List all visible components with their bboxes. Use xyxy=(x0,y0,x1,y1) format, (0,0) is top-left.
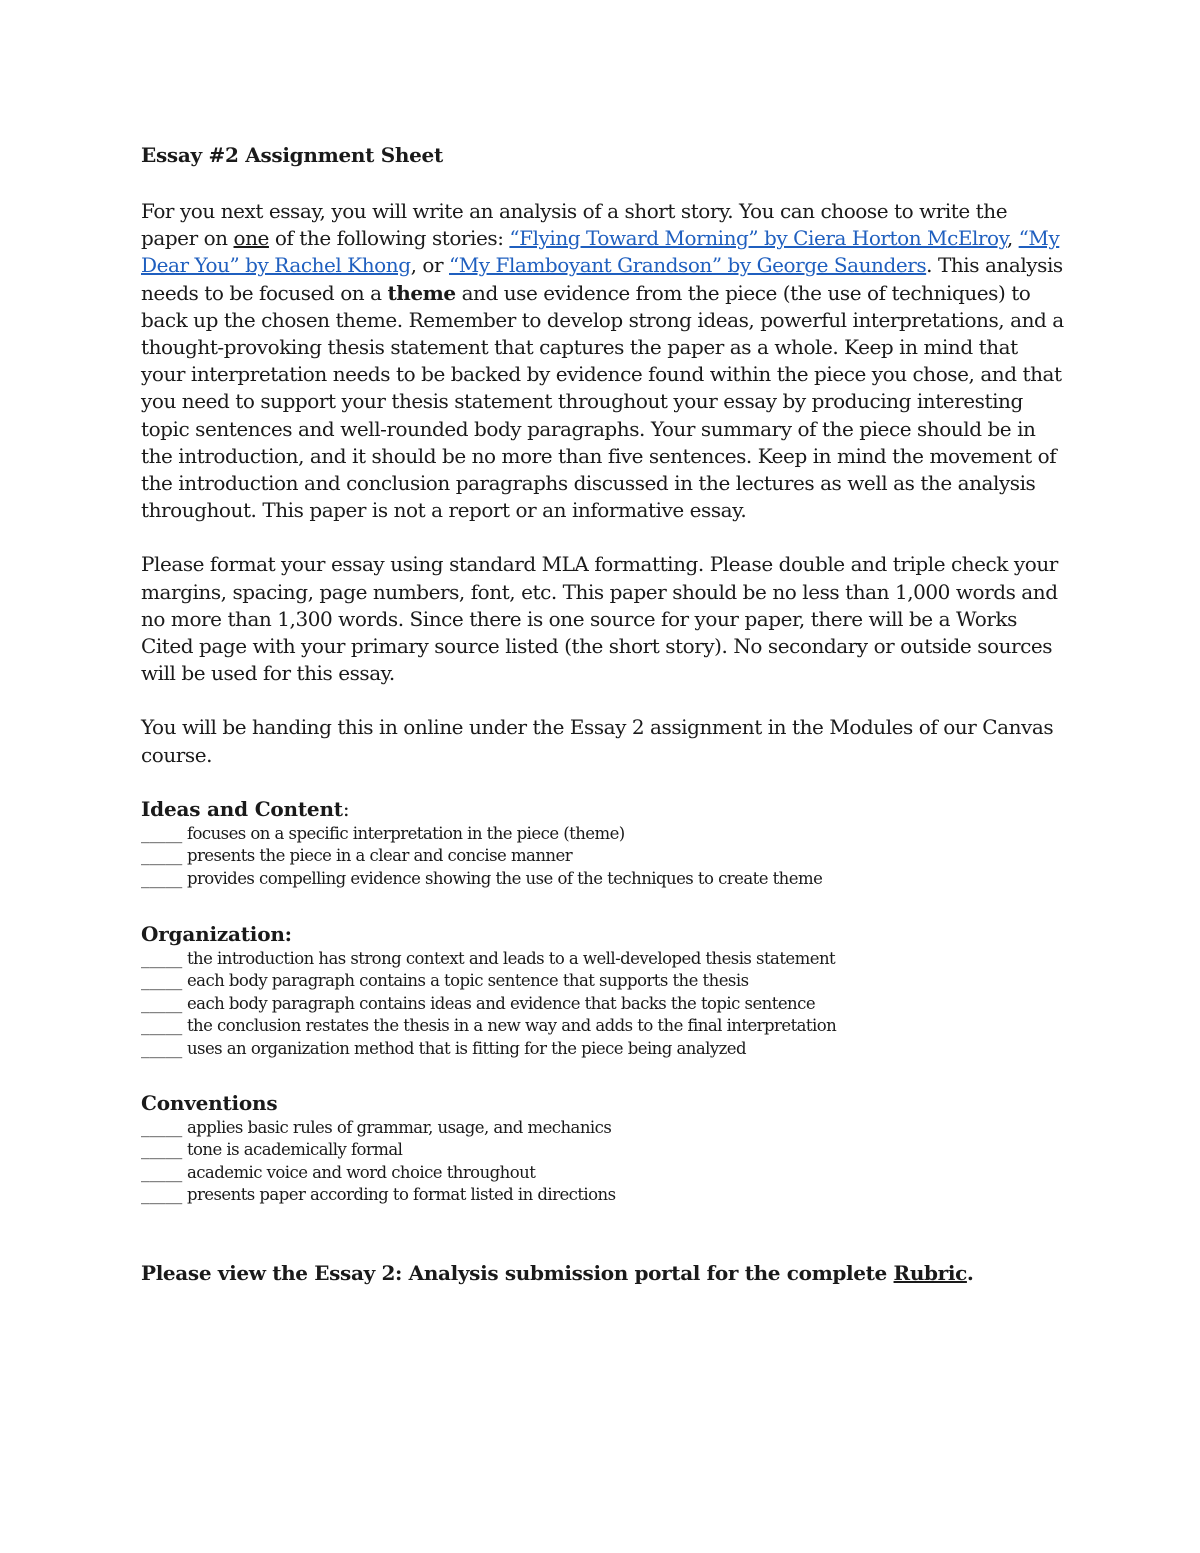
emphasis-one: one xyxy=(233,226,269,251)
checklist-item xyxy=(141,993,1066,1016)
story-link-flying-toward-morning[interactable]: “Flying Toward Morning” by Ciera Horton McElroy xyxy=(509,226,1007,251)
score-blank: _____ xyxy=(141,948,183,968)
ideas-section xyxy=(141,795,1066,891)
checklist-item xyxy=(141,948,1066,971)
checklist-item xyxy=(141,970,1066,993)
score-blank: _____ xyxy=(141,1039,183,1059)
paragraph-rest: and use evidence from the piece (the use of techniques) to back up the chosen theme. Remember to develop strong ideas, powerful interpretations, and a thought-provoking thesis statement that captures the paper as a whole. Keep in mind that your interpretation needs to be backed by evidence found within the piece you chose, and that you need to support your thesis statement throughout your essay by producing interesting topic sentences and well-rounded body paragraphs. Your summary of the piece should be in the introduction, and it should be no more than five sentences. Keep in mind the movement of the introduction and conclusion paragraphs discussed in the lectures as well as the analysis throughout. This paper is not a report or an informative essay. xyxy=(141,280,1064,523)
checklist-item xyxy=(141,845,1066,868)
stories-lead-in: of the following stories: xyxy=(268,226,510,251)
rubric-link[interactable]: Rubric xyxy=(893,1260,967,1285)
assignment-paragraph xyxy=(141,198,1066,524)
score-blank: _____ xyxy=(141,823,183,843)
formatting-paragraph: Please format your essay using standard MLA formatting. Please double and triple check your margins, spacing, page numbers, font, etc. This paper should be no less than 1,000 words and no more than 1,300 words. Since there is one source for your paper, there will be a Works Cited page with your primary source listed (the short story). No secondary or outside sources will be used for this essay. xyxy=(141,552,1058,686)
ideas-checklist xyxy=(141,823,1066,891)
checklist-item xyxy=(141,1117,1066,1140)
story-link-my-dear-you[interactable]: “My Dear You” by Rachel Khong xyxy=(141,226,1060,278)
criterion-text: uses an organization method that is fitting for the piece being analyzed xyxy=(186,1039,746,1059)
criterion-text: tone is academically formal xyxy=(186,1140,403,1160)
score-blank: _____ xyxy=(141,846,183,866)
score-blank: _____ xyxy=(141,1117,183,1137)
criterion-text: the conclusion restates the thesis in a new way and adds to the final interpretation xyxy=(186,1016,837,1036)
organization-checklist xyxy=(141,948,1066,1061)
criterion-text: provides compelling evidence showing the use of the techniques to create theme xyxy=(186,869,823,889)
intro-text: For you next essay, you will write an analysis of a short story. You can choose to write the paper on xyxy=(141,199,1008,251)
checklist-item xyxy=(141,1162,1066,1185)
rubric-note-period: . xyxy=(966,1260,974,1285)
story-link-my-flamboyant-grandson[interactable]: “My Flamboyant Grandson” by George Saunders xyxy=(449,253,927,278)
criterion-text: the introduction has strong context and leads to a well-developed thesis statement xyxy=(186,948,836,968)
checklist-item xyxy=(141,1015,1066,1038)
conventions-checklist xyxy=(141,1117,1066,1207)
rubric-note-text: Please view the Essay 2: Analysis submission portal for the complete xyxy=(141,1260,894,1285)
organization-section xyxy=(141,920,1066,1061)
separator: , or xyxy=(410,253,449,278)
score-blank: _____ xyxy=(141,869,183,889)
theme-word: theme xyxy=(387,280,456,305)
checklist-item xyxy=(141,868,1066,891)
section-heading xyxy=(141,795,1066,823)
criterion-text: presents the piece in a clear and concise manner xyxy=(186,846,573,866)
document-title: Essay #2 Assignment Sheet xyxy=(141,143,443,167)
criterion-text: each body paragraph contains a topic sentence that supports the thesis xyxy=(186,971,749,991)
score-blank: _____ xyxy=(141,1140,183,1160)
checklist-item xyxy=(141,1139,1066,1162)
after-links-text: . This analysis needs to be focused on a xyxy=(141,253,1063,305)
organization-heading: Organization: xyxy=(141,921,292,946)
criterion-text: academic voice and word choice throughout xyxy=(186,1162,536,1182)
score-blank: _____ xyxy=(141,993,183,1013)
criterion-text: applies basic rules of grammar, usage, and mechanics xyxy=(186,1117,612,1137)
submission-paragraph: You will be handing this in online under the Essay 2 assignment in the Modules of our Canvas course. xyxy=(141,715,1054,767)
ideas-heading: Ideas and Content xyxy=(141,796,343,821)
criterion-text: each body paragraph contains ideas and evidence that backs the topic sentence xyxy=(186,993,816,1013)
score-blank: _____ xyxy=(141,1016,183,1036)
checklist-item xyxy=(141,1038,1066,1061)
document-content xyxy=(141,139,1066,1287)
separator: , xyxy=(1006,226,1019,251)
conventions-section xyxy=(141,1089,1066,1207)
checklist-item xyxy=(141,823,1066,846)
conventions-heading: Conventions xyxy=(141,1090,278,1115)
rubric-note xyxy=(141,1259,1066,1287)
criterion-text: presents paper according to format listed in directions xyxy=(186,1185,616,1205)
checklist-item xyxy=(141,1184,1066,1207)
heading-colon: : xyxy=(342,796,350,821)
score-blank: _____ xyxy=(141,971,183,991)
score-blank: _____ xyxy=(141,1185,183,1205)
criterion-text: focuses on a specific interpretation in the piece (theme) xyxy=(186,823,625,843)
score-blank: _____ xyxy=(141,1162,183,1182)
